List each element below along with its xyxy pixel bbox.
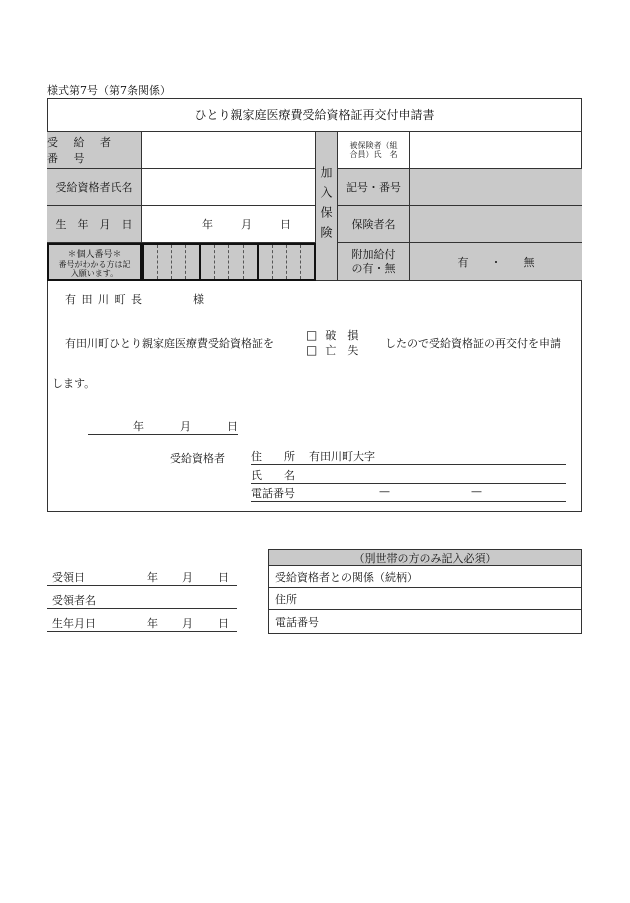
checkbox-damaged-label: 破 損 — [325, 329, 359, 342]
insured-person-field[interactable] — [410, 132, 582, 169]
household-phone-field[interactable] — [269, 610, 581, 633]
date-year-unit: 年 — [133, 420, 144, 433]
received-date-label: 受領日 — [52, 571, 85, 584]
date-day-unit: 日 — [227, 420, 238, 433]
name-field[interactable] — [251, 467, 566, 484]
name-label: 氏 名 — [251, 469, 295, 482]
symbol-number-field[interactable] — [410, 169, 582, 206]
phone-dash-2: — — [471, 485, 482, 498]
insurance-vertical-text: 加入保険 — [319, 166, 333, 246]
relation-label: 受給資格者との関係（続柄） — [275, 570, 418, 584]
birthdate-label: 生 年 月 日 — [47, 206, 142, 243]
address-value: 有田川町大字 — [309, 450, 375, 463]
symbol-number-label: 記号・番号 — [338, 169, 410, 206]
phone-label: 電話番号 — [251, 487, 295, 500]
checkbox-square-icon[interactable]: □ — [306, 328, 318, 342]
received-month-unit: 月 — [182, 571, 193, 584]
statement-post: したので受給資格証の再交付を申請 — [385, 337, 561, 350]
relation-field[interactable] — [269, 566, 581, 588]
phone-dash-1: — — [379, 485, 390, 498]
insurance-vertical-label — [316, 132, 338, 281]
received-day-unit: 日 — [218, 571, 229, 584]
statement-pre: 有田川町ひとり親家庭医療費受給資格証を — [65, 337, 274, 350]
receipt-birth-year-unit: 年 — [147, 617, 158, 630]
phone-field[interactable] — [251, 485, 566, 502]
recipient-number-field[interactable] — [142, 132, 316, 169]
received-date-row[interactable] — [47, 567, 237, 586]
received-year-unit: 年 — [147, 571, 158, 584]
receipt-birth-month-unit: 月 — [182, 617, 193, 630]
separate-household-header: （別世帯の方のみ記入必須） — [269, 550, 581, 566]
household-address-label: 住所 — [275, 592, 297, 606]
recipient-name-field[interactable] — [142, 169, 316, 206]
checkbox-damaged[interactable] — [306, 327, 358, 343]
separate-household-table — [268, 549, 582, 634]
additional-benefit-label — [338, 243, 410, 281]
application-date-field[interactable] — [88, 418, 238, 435]
insured-person-text: 被保険者（組合員）氏 名 — [349, 141, 398, 159]
checkbox-square-icon[interactable]: □ — [306, 343, 318, 357]
receiver-name-label: 受領者名 — [52, 594, 96, 607]
date-month-unit: 月 — [180, 420, 191, 433]
receipt-birth-day-unit: 日 — [218, 617, 229, 630]
birth-month-unit: 月 — [241, 218, 252, 231]
honorific: 様 — [193, 293, 204, 306]
additional-benefit-text: 附加給付の有・無 — [351, 247, 396, 275]
recipient-name-label: 受給資格者氏名 — [47, 169, 142, 206]
checkbox-lost[interactable] — [306, 342, 358, 358]
birth-day-unit: 日 — [280, 218, 291, 231]
receipt-birth-label: 生年月日 — [52, 617, 96, 630]
receiver-name-row[interactable] — [47, 590, 237, 609]
my-number-label — [47, 243, 142, 281]
household-address-field[interactable] — [269, 588, 581, 610]
form-title: ひとり親家庭医療費受給資格証再交付申請書 — [47, 98, 582, 132]
insured-person-label — [338, 132, 410, 169]
birth-year-unit: 年 — [202, 218, 213, 231]
additional-benefit-choice[interactable]: 有 ・ 無 — [410, 243, 582, 281]
my-number-field[interactable] — [142, 243, 316, 281]
receipt-birth-row[interactable] — [47, 613, 237, 632]
checkbox-lost-label: 亡 失 — [325, 344, 359, 357]
form-number-label: 様式第7号（第7条関係） — [47, 84, 171, 97]
household-phone-label: 電話番号 — [275, 615, 319, 629]
statement-end: します。 — [52, 377, 96, 390]
address-field[interactable] — [251, 448, 566, 465]
birthdate-field[interactable] — [142, 206, 316, 243]
insurer-name-field[interactable] — [410, 206, 582, 243]
my-number-title: ＊個人番号＊ — [67, 249, 122, 260]
addressee: 有 田 川 町 長 — [65, 293, 143, 306]
applicant-label: 受給資格者 — [170, 452, 225, 465]
insurer-name-label: 保険者名 — [338, 206, 410, 243]
recipient-number-label: 受 給 者 番 号 — [47, 132, 142, 169]
address-label: 住 所 — [251, 450, 295, 463]
my-number-note: 番号がわかる方は記入願います。 — [58, 259, 131, 278]
